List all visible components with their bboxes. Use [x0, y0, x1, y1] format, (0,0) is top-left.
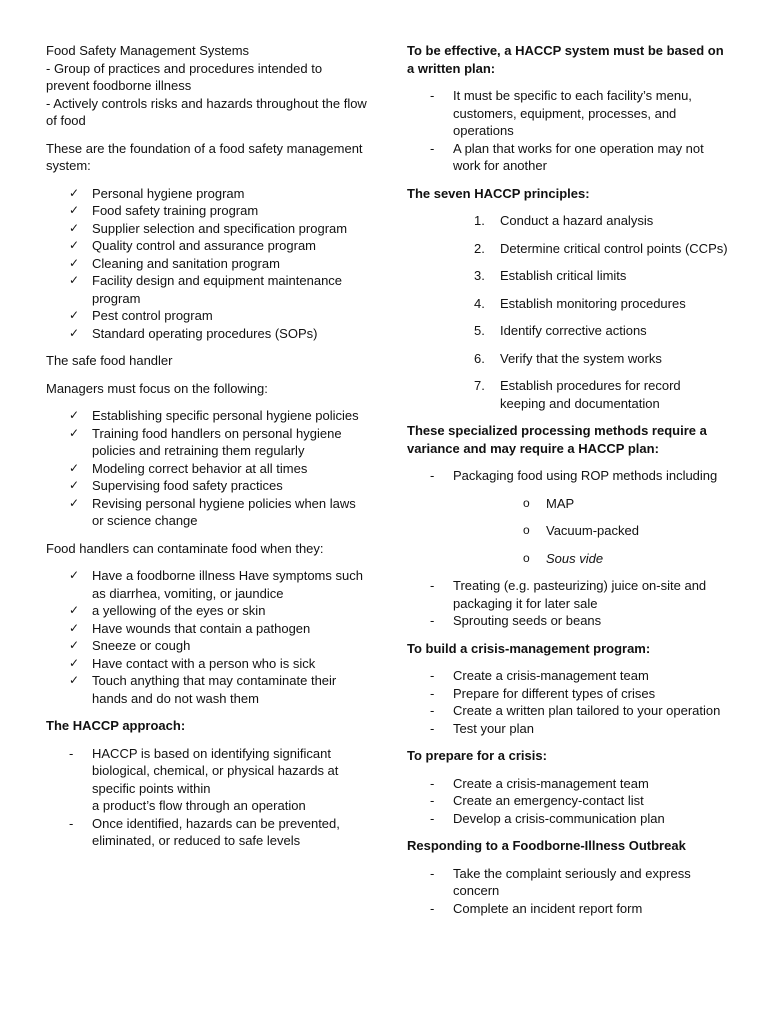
checkmark-icon: ✓ — [69, 255, 80, 270]
checkmark-icon: ✓ — [69, 408, 80, 422]
dash-marker: - — [430, 668, 435, 683]
crisis-list — [407, 667, 729, 737]
dash-marker: - — [430, 703, 435, 718]
list-item: - Create a crisis-management team — [430, 668, 649, 683]
list-item: 6. Verify that the system works — [474, 350, 662, 366]
checkmark-icon: ✓ — [69, 238, 80, 252]
variance-heading: These specialized processing methods require a variance and may require a HACCP plan: — [407, 423, 707, 456]
dash-marker: - — [430, 88, 435, 103]
variance-list — [407, 467, 729, 485]
checkmark-icon: ✓ — [69, 638, 80, 652]
checkmark-icon: ✓ — [69, 325, 80, 340]
list-item: 4. Establish monitoring procedures — [474, 295, 686, 311]
left-column — [46, 42, 368, 850]
list-item: - HACCP is based on identifying significant biological, chemical, or physical hazards at specific points within a product’s flow through an operation — [69, 745, 339, 813]
list-item: - Create a written plan tailored to your operation — [430, 703, 721, 718]
list-item: 7. Establish procedures for record keeping and documentation — [474, 378, 681, 411]
dash-marker: - — [430, 468, 435, 483]
list-item: - Complete an incident report form — [430, 900, 643, 916]
intro-line: - Actively controls risks and hazards throughout the flow of food — [46, 95, 367, 128]
variance-list-rest — [407, 577, 729, 630]
list-item: - Create a crisis-management team — [430, 775, 649, 791]
list-item: ✓ Establishing specific personal hygiene policies — [69, 408, 359, 423]
dash-marker: - — [69, 745, 74, 761]
contaminate-heading: Food handlers can contaminate food when they: — [46, 540, 324, 556]
intro-line: - Group of practices and procedures intended to prevent foodborne illness — [46, 60, 323, 93]
crisis-heading: To build a crisis-management program: — [407, 640, 651, 656]
list-item: ✓ Supervising food safety practices — [69, 478, 283, 493]
list-item: o Sous vide — [523, 550, 604, 566]
checkmark-icon: ✓ — [69, 655, 80, 670]
list-item: ✓ Training food handlers on personal hygiene policies and retraining them regularly — [69, 425, 342, 458]
list-item: ✓ Supplier selection and specification program — [69, 220, 348, 236]
list-item: - Prepare for different types of crises — [430, 685, 656, 701]
dash-marker: - — [430, 865, 435, 881]
list-item: ✓ Facility design and equipment maintenance program — [69, 273, 343, 306]
list-item: 2. Determine critical control points (CCPs) — [474, 240, 728, 256]
haccp-heading: The HACCP approach: — [46, 718, 186, 733]
outbreak-list — [407, 865, 729, 918]
right-column — [407, 42, 729, 917]
list-item: ✓ Sneeze or cough — [69, 638, 191, 653]
prepare-list — [407, 775, 729, 828]
dash-marker: - — [430, 578, 435, 593]
managers-heading: Managers must focus on the following: — [46, 380, 268, 396]
dash-marker: - — [430, 775, 435, 791]
list-item: ✓ Personal hygiene program — [69, 185, 245, 201]
foundation-heading: These are the foundation of a food safety management system: — [46, 140, 363, 173]
list-item: - It must be specific to each facility’s menu, customers, equipment, processes, and operations — [430, 88, 692, 138]
list-item: o MAP — [523, 495, 575, 511]
list-item: 5. Identify corrective actions — [474, 323, 647, 338]
list-item: ✓ Quality control and assurance program — [69, 238, 317, 253]
checkmark-icon: ✓ — [69, 673, 80, 687]
dash-marker: - — [430, 900, 435, 916]
principles-list — [407, 212, 729, 412]
dash-marker: - — [430, 793, 435, 808]
list-item: ✓ Food safety training program — [69, 203, 259, 218]
safe-handler-heading: The safe food handler — [46, 353, 173, 368]
prepare-heading: To prepare for a crisis: — [407, 748, 547, 763]
checkmark-icon: ✓ — [69, 460, 80, 475]
list-item: o Vacuum-packed — [523, 523, 639, 538]
list-item: 1. Conduct a hazard analysis — [474, 213, 654, 228]
dash-marker: - — [69, 815, 74, 831]
list-item: - A plan that works for one operation may not work for another — [430, 140, 704, 173]
list-item: - Create an emergency-contact list — [430, 793, 644, 808]
list-item: - Test your plan — [430, 720, 534, 736]
principles-heading: The seven HACCP principles: — [407, 185, 590, 201]
list-item: 3. Establish critical limits — [474, 268, 627, 283]
checkmark-icon: ✓ — [69, 620, 80, 635]
haccp-list — [46, 745, 368, 850]
list-item: ✓ Have a foodborne illness Have symptoms such as diarrhea, vomiting, or jaundice — [69, 568, 363, 601]
list-item: ✓ Standard operating procedures (SOPs) — [69, 325, 318, 341]
managers-list — [46, 407, 368, 530]
circle-bullet: o — [523, 550, 530, 565]
list-item: ✓ Modeling correct behavior at all times — [69, 460, 308, 476]
checkmark-icon: ✓ — [69, 568, 80, 582]
checkmark-icon: ✓ — [69, 273, 80, 287]
checkmark-icon: ✓ — [69, 603, 80, 617]
list-item: ✓ a yellowing of the eyes or skin — [69, 603, 266, 618]
list-item: - Develop a crisis-communication plan — [430, 810, 665, 826]
rop-methods-list — [407, 495, 729, 568]
checkmark-icon: ✓ — [69, 220, 80, 235]
list-item: - Take the complaint seriously and express concern — [430, 865, 691, 898]
checkmark-icon: ✓ — [69, 203, 80, 217]
list-item: ✓ Touch anything that may contaminate their hands and do not wash them — [69, 673, 337, 706]
checkmark-icon: ✓ — [69, 308, 80, 322]
circle-bullet: o — [523, 523, 530, 537]
dash-marker: - — [430, 685, 435, 701]
circle-bullet: o — [523, 495, 530, 510]
dash-marker: - — [430, 613, 435, 628]
foundation-list — [46, 185, 368, 343]
outbreak-heading: Responding to a Foodborne-Illness Outbreak — [407, 838, 686, 853]
list-item: ✓ Pest control program — [69, 308, 213, 323]
checkmark-icon: ✓ — [69, 495, 80, 510]
list-item: ✓ Revising personal hygiene policies when laws or science change — [69, 495, 356, 528]
list-item: - Once identified, hazards can be prevented, eliminated, or reduced to safe levels — [69, 815, 340, 848]
dash-marker: - — [430, 720, 435, 736]
checkmark-icon: ✓ — [69, 478, 80, 492]
contaminate-list — [46, 567, 368, 707]
effective-list — [407, 87, 729, 175]
list-item: - Packaging food using ROP methods including — [430, 468, 718, 483]
list-item: - Treating (e.g. pasteurizing) juice on-site and packaging it for later sale — [430, 578, 707, 611]
checkmark-icon: ✓ — [69, 425, 80, 440]
list-item: ✓ Have contact with a person who is sick — [69, 655, 316, 671]
list-item: - Sprouting seeds or beans — [430, 613, 602, 628]
intro-line: Food Safety Management Systems — [46, 43, 250, 58]
list-item: ✓ Cleaning and sanitation program — [69, 255, 280, 271]
dash-marker: - — [430, 810, 435, 826]
list-item: ✓ Have wounds that contain a pathogen — [69, 620, 311, 636]
effective-heading: To be effective, a HACCP system must be based on a written plan: — [407, 43, 724, 76]
checkmark-icon: ✓ — [69, 185, 80, 200]
dash-marker: - — [430, 140, 435, 156]
